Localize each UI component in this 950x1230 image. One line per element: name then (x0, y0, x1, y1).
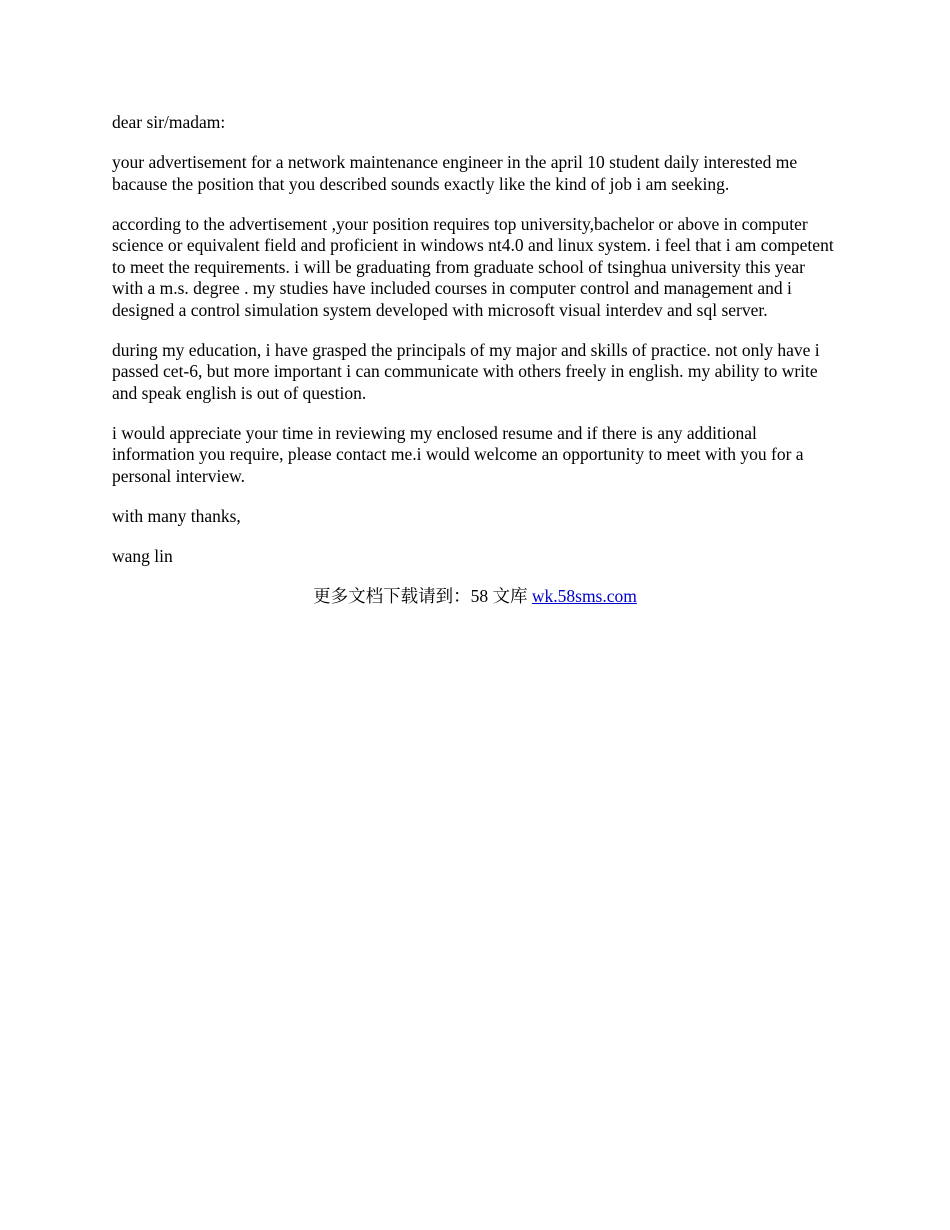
closing: with many thanks, (112, 505, 241, 526)
footer-link[interactable]: wk.58sms.com (531, 585, 637, 606)
paragraph-1: your advertisement for a network maintenance engineer in the april 10 student daily interested me bacause the position that you described sounds exactly like the kind of job i am seeking. (112, 152, 798, 194)
letter-page (112, 112, 838, 607)
salutation: dear sir/madam: (112, 112, 226, 132)
paragraph-4: i would appreciate your time in reviewing my enclosed resume and if there is any additional information you require, please contact me.i would welcome an opportunity to meet with you for a personal interview. (112, 422, 804, 486)
footer-notice (112, 586, 838, 608)
signature: wang lin (112, 545, 173, 566)
footer-text: 更多文档下载请到：58 文库 (313, 585, 532, 606)
paragraph-2: according to the advertisement ,your position requires top university,bachelor or above in computer science or equivalent field and proficient in windows nt4.0 and linux system. i feel that i am competent to meet the requirements. i will be graduating from graduate school of tsinghua university this year with a m.s. degree . my studies have included courses in computer control and management and i designed a control simulation system developed with microsoft visual interdev and sql server. (112, 213, 834, 320)
paragraph-3: during my education, i have grasped the principals of my major and skills of practice. not only have i passed cet-6, but more important i can communicate with others freely in english. my ability to write and speak english is out of question. (112, 339, 820, 403)
